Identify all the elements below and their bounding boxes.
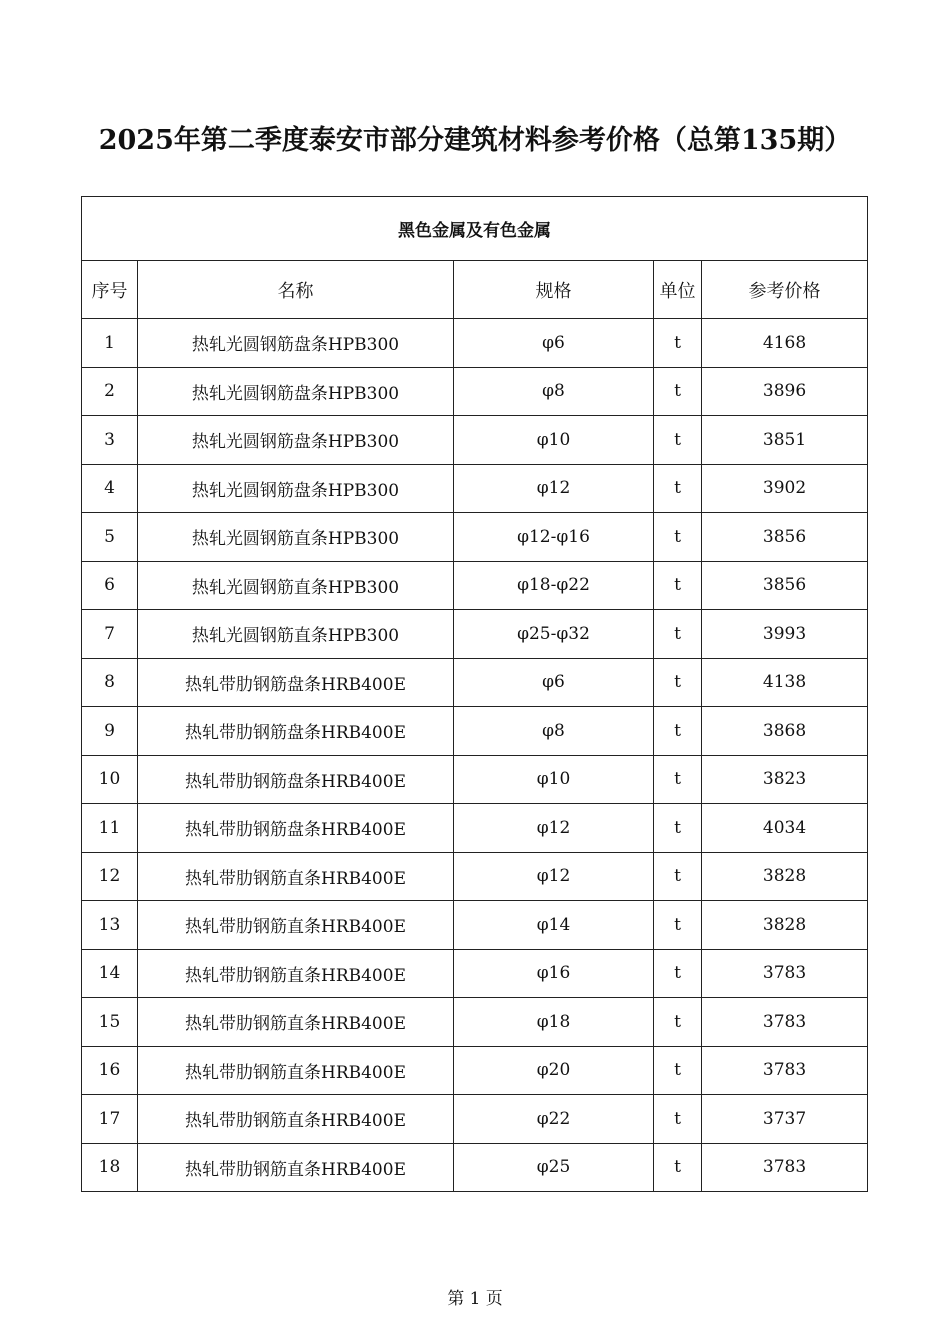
cell-unit: t [654, 852, 702, 901]
cell-name: 热轧光圆钢筋直条HPB300 [138, 513, 454, 562]
cell-no: 6 [82, 561, 138, 610]
cell-no: 3 [82, 416, 138, 465]
table-row [82, 1143, 868, 1192]
header-price: 参考价格 [702, 261, 868, 319]
cell-unit: t [654, 1095, 702, 1144]
cell-unit: t [654, 707, 702, 756]
header-no: 序号 [82, 261, 138, 319]
cell-spec: φ14 [454, 901, 654, 950]
cell-spec: φ18 [454, 998, 654, 1047]
cell-unit: t [654, 901, 702, 950]
cell-price: 3902 [702, 464, 868, 513]
cell-no: 2 [82, 367, 138, 416]
cell-price: 3737 [702, 1095, 868, 1144]
cell-no: 4 [82, 464, 138, 513]
cell-price: 4034 [702, 804, 868, 853]
cell-spec: φ20 [454, 1046, 654, 1095]
table-row [82, 804, 868, 853]
table-row [82, 319, 868, 368]
cell-price: 3868 [702, 707, 868, 756]
cell-no: 14 [82, 949, 138, 998]
table-row [82, 852, 868, 901]
cell-spec: φ6 [454, 319, 654, 368]
cell-name: 热轧带肋钢筋盘条HRB400E [138, 658, 454, 707]
cell-no: 13 [82, 901, 138, 950]
cell-name: 热轧光圆钢筋盘条HPB300 [138, 464, 454, 513]
table-row [82, 464, 868, 513]
cell-spec: φ10 [454, 755, 654, 804]
page-number: 第 1 页 [447, 1289, 503, 1309]
cell-name: 热轧带肋钢筋盘条HRB400E [138, 755, 454, 804]
cell-name: 热轧带肋钢筋直条HRB400E [138, 852, 454, 901]
cell-unit: t [654, 513, 702, 562]
cell-name: 热轧光圆钢筋直条HPB300 [138, 561, 454, 610]
cell-price: 3993 [702, 610, 868, 659]
table-row [82, 998, 868, 1047]
cell-spec: φ22 [454, 1095, 654, 1144]
page-title: 2025年第二季度泰安市部分建筑材料参考价格（总第135期） [98, 125, 852, 156]
cell-price: 3783 [702, 1143, 868, 1192]
cell-spec: φ6 [454, 658, 654, 707]
cell-name: 热轧光圆钢筋直条HPB300 [138, 610, 454, 659]
cell-no: 15 [82, 998, 138, 1047]
cell-no: 17 [82, 1095, 138, 1144]
cell-unit: t [654, 949, 702, 998]
cell-unit: t [654, 367, 702, 416]
cell-unit: t [654, 658, 702, 707]
cell-name: 热轧光圆钢筋盘条HPB300 [138, 367, 454, 416]
table-row [82, 367, 868, 416]
cell-no: 7 [82, 610, 138, 659]
cell-no: 16 [82, 1046, 138, 1095]
cell-price: 4138 [702, 658, 868, 707]
table-row [82, 610, 868, 659]
table-row [82, 949, 868, 998]
cell-price: 3783 [702, 949, 868, 998]
cell-spec: φ25 [454, 1143, 654, 1192]
cell-no: 1 [82, 319, 138, 368]
header-unit: 单位 [654, 261, 702, 319]
cell-price: 3851 [702, 416, 868, 465]
table-row [82, 416, 868, 465]
cell-name: 热轧光圆钢筋盘条HPB300 [138, 416, 454, 465]
cell-price: 3856 [702, 561, 868, 610]
cell-unit: t [654, 319, 702, 368]
cell-spec: φ12 [454, 852, 654, 901]
cell-unit: t [654, 1143, 702, 1192]
cell-spec: φ16 [454, 949, 654, 998]
table-row [82, 755, 868, 804]
cell-name: 热轧带肋钢筋直条HRB400E [138, 1143, 454, 1192]
cell-spec: φ12-φ16 [454, 513, 654, 562]
cell-price: 3828 [702, 901, 868, 950]
cell-spec: φ10 [454, 416, 654, 465]
cell-name: 热轧带肋钢筋直条HRB400E [138, 998, 454, 1047]
table-row [82, 901, 868, 950]
cell-name: 热轧带肋钢筋直条HRB400E [138, 901, 454, 950]
cell-unit: t [654, 561, 702, 610]
cell-spec: φ18-φ22 [454, 561, 654, 610]
cell-name: 热轧带肋钢筋直条HRB400E [138, 1095, 454, 1144]
cell-unit: t [654, 416, 702, 465]
table-row [82, 658, 868, 707]
category-label: 黑色金属及有色金属 [82, 197, 868, 261]
cell-unit: t [654, 804, 702, 853]
header-spec: 规格 [454, 261, 654, 319]
cell-name: 热轧带肋钢筋直条HRB400E [138, 949, 454, 998]
cell-no: 18 [82, 1143, 138, 1192]
price-table [81, 196, 868, 1192]
cell-unit: t [654, 610, 702, 659]
cell-unit: t [654, 1046, 702, 1095]
table-row [82, 513, 868, 562]
cell-unit: t [654, 755, 702, 804]
cell-name: 热轧带肋钢筋盘条HRB400E [138, 804, 454, 853]
cell-no: 10 [82, 755, 138, 804]
cell-no: 8 [82, 658, 138, 707]
cell-price: 3896 [702, 367, 868, 416]
cell-spec: φ12 [454, 464, 654, 513]
cell-spec: φ8 [454, 707, 654, 756]
cell-unit: t [654, 998, 702, 1047]
cell-no: 12 [82, 852, 138, 901]
cell-price: 3783 [702, 1046, 868, 1095]
cell-unit: t [654, 464, 702, 513]
cell-name: 热轧带肋钢筋直条HRB400E [138, 1046, 454, 1095]
cell-name: 热轧带肋钢筋盘条HRB400E [138, 707, 454, 756]
cell-no: 11 [82, 804, 138, 853]
price-table-body [82, 197, 868, 1192]
header-row [82, 261, 868, 319]
table-row [82, 707, 868, 756]
cell-spec: φ12 [454, 804, 654, 853]
category-row [82, 197, 868, 261]
table-row [82, 561, 868, 610]
cell-spec: φ8 [454, 367, 654, 416]
cell-no: 9 [82, 707, 138, 756]
cell-price: 3823 [702, 755, 868, 804]
cell-no: 5 [82, 513, 138, 562]
cell-price: 3783 [702, 998, 868, 1047]
table-row [82, 1046, 868, 1095]
cell-price: 3828 [702, 852, 868, 901]
header-name: 名称 [138, 261, 454, 319]
cell-name: 热轧光圆钢筋盘条HPB300 [138, 319, 454, 368]
table-row [82, 1095, 868, 1144]
cell-price: 4168 [702, 319, 868, 368]
cell-spec: φ25-φ32 [454, 610, 654, 659]
cell-price: 3856 [702, 513, 868, 562]
